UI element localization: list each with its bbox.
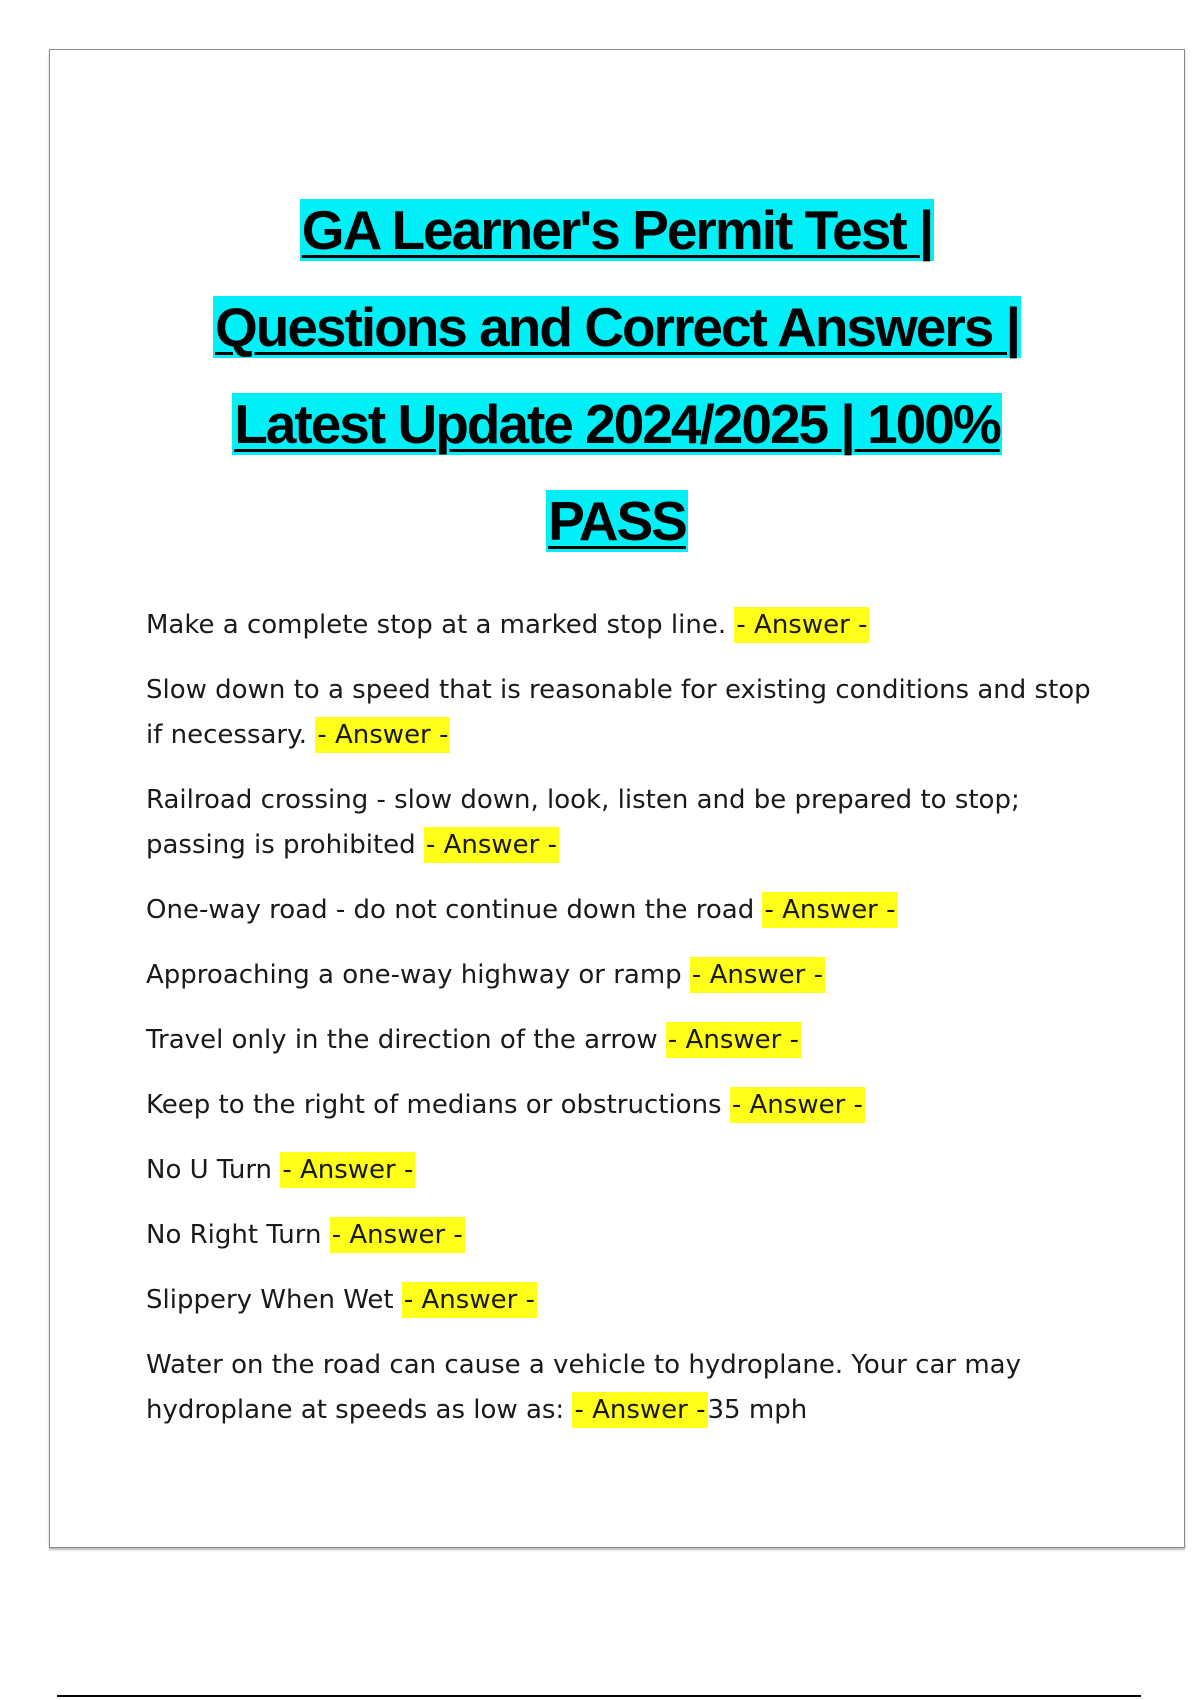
answer-label: - Answer - xyxy=(315,717,450,753)
question-text: No Right Turn xyxy=(146,1220,322,1250)
qa-item xyxy=(146,1018,1106,1063)
answer-label: - Answer - xyxy=(402,1282,537,1318)
answer-label: - Answer - xyxy=(762,892,897,928)
qa-item xyxy=(146,778,1106,868)
qa-item xyxy=(146,1083,1106,1128)
qa-item xyxy=(146,603,1106,648)
qa-item xyxy=(146,1278,1106,1323)
answer-label: - Answer - xyxy=(280,1152,415,1188)
answer-label: - Answer - xyxy=(572,1392,707,1428)
qa-item xyxy=(146,888,1106,933)
question-text: Make a complete stop at a marked stop line. xyxy=(146,610,727,640)
answer-label: - Answer - xyxy=(690,957,825,993)
document-title xyxy=(50,182,1184,570)
answer-label: - Answer - xyxy=(424,827,559,863)
answer-label: - Answer - xyxy=(666,1022,801,1058)
title-line: Questions and Correct Answers | xyxy=(214,296,1020,358)
question-text: Approaching a one-way highway or ramp xyxy=(146,960,682,990)
question-text: Slow down to a speed that is reasonable for existing conditions and stop if necessary. xyxy=(146,675,1091,750)
qa-item xyxy=(146,1343,1106,1433)
question-text: No U Turn xyxy=(146,1155,273,1185)
answer-text: 35 mph xyxy=(707,1395,808,1425)
qa-item xyxy=(146,1148,1106,1193)
question-text: Keep to the right of medians or obstructions xyxy=(146,1090,722,1120)
qa-item xyxy=(146,1213,1106,1258)
answer-label: - Answer - xyxy=(730,1087,865,1123)
qa-item xyxy=(146,668,1106,758)
title-line: GA Learner's Permit Test | xyxy=(301,199,933,261)
question-list xyxy=(146,603,1106,1453)
question-text: Railroad crossing - slow down, look, listen and be prepared to stop; passing is prohibited xyxy=(146,785,1020,860)
footer-divider xyxy=(57,1695,1141,1697)
question-text: Travel only in the direction of the arrow xyxy=(146,1025,658,1055)
qa-item xyxy=(146,953,1106,998)
answer-label: - Answer - xyxy=(734,607,869,643)
answer-label: - Answer - xyxy=(330,1217,465,1253)
question-text: Water on the road can cause a vehicle to hydroplane. Your car may hydroplane at speeds as low as: xyxy=(146,1350,1021,1425)
question-text: One-way road - do not continue down the road xyxy=(146,895,755,925)
question-text: Slippery When Wet xyxy=(146,1285,394,1315)
title-line: PASS xyxy=(548,490,686,552)
title-line: Latest Update 2024/2025 | 100% xyxy=(234,393,1000,455)
